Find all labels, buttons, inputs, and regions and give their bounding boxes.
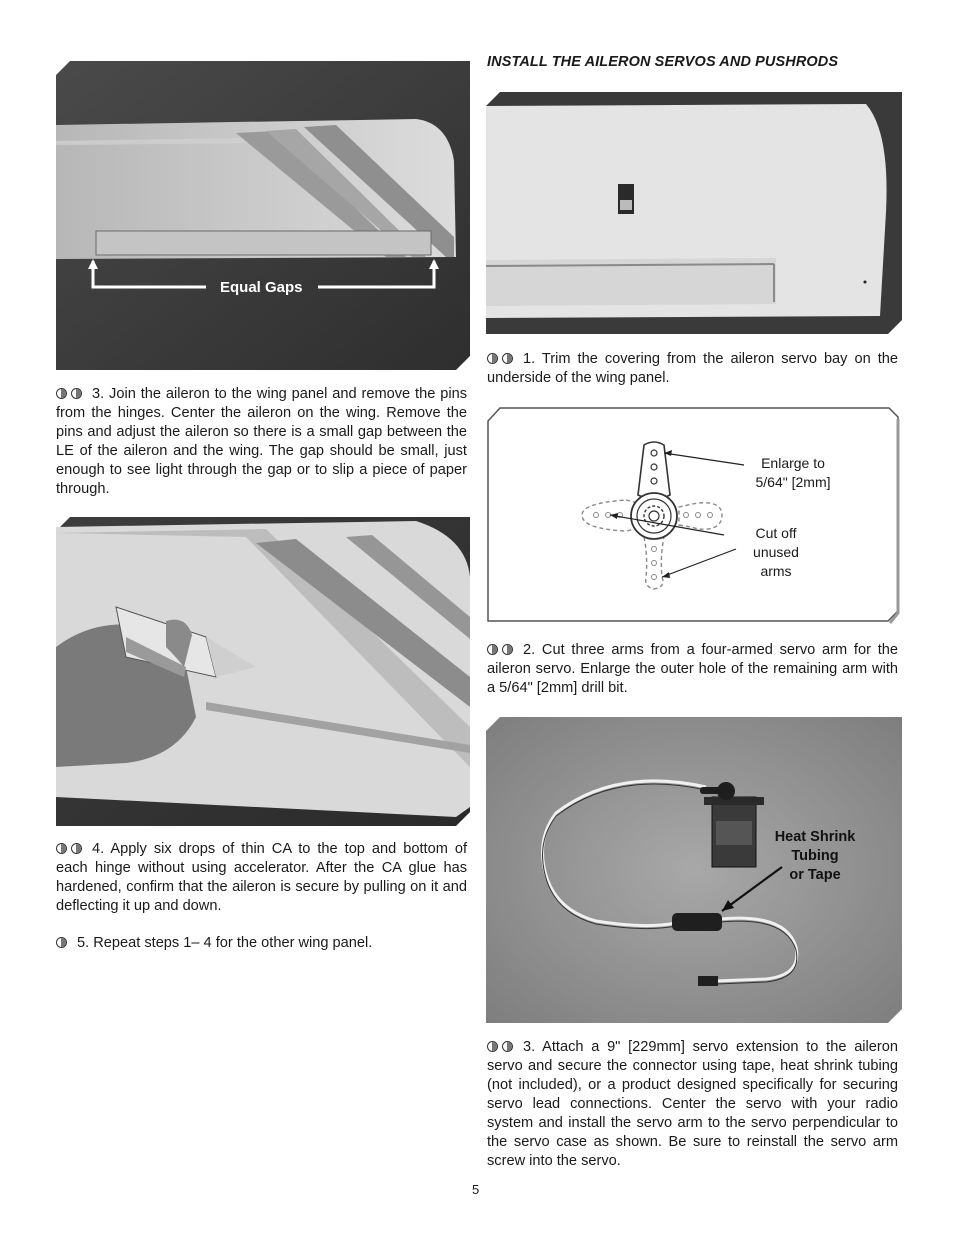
check-circle-icon[interactable]	[487, 644, 498, 655]
step-2-cut-arms	[487, 641, 898, 698]
check-circle-icon[interactable]	[502, 1041, 513, 1052]
checkboxes[interactable]	[56, 840, 86, 859]
check-circle-icon[interactable]	[502, 644, 513, 655]
label-cut-off	[736, 524, 816, 581]
label-cut-line1: Cut off	[755, 525, 797, 541]
photo-servo-bay	[486, 92, 902, 334]
page-number: 5	[472, 1182, 480, 1197]
check-circle-icon[interactable]	[56, 843, 67, 854]
label-cut-line2: unused	[753, 544, 799, 560]
check-circle-icon[interactable]	[56, 388, 67, 399]
checkboxes[interactable]	[487, 1038, 517, 1057]
step-4-apply-ca	[56, 840, 467, 916]
diagram-servo-arm	[486, 407, 902, 625]
photo-aileron-equal-gaps	[56, 61, 470, 370]
label-heat-shrink-line2: Tubing	[791, 848, 839, 864]
label-heat-shrink-line3: or Tape	[789, 867, 841, 883]
step-5-text: 5. Repeat steps 1– 4 for the other wing panel.	[77, 935, 373, 951]
checkboxes[interactable]	[487, 641, 517, 660]
label-cut-line3: arms	[760, 563, 792, 579]
step-3-attach-extension	[487, 1038, 898, 1171]
step-3-text: 3. Join the aileron to the wing panel and remove the pins from the hinges. Center the aileron on the wing. Remove the pins and adjust the aileron so there is a small gap between the LE of the aileron and the wing. The gap should be small, just enough to see light through the gap or to slip a piece of paper through.	[56, 386, 467, 497]
check-circle-icon[interactable]	[502, 353, 513, 364]
label-enlarge-line1: Enlarge to	[761, 455, 825, 471]
equal-gaps-label: Equal Gaps	[220, 279, 303, 296]
checkboxes[interactable]	[56, 385, 86, 404]
step-3-join-aileron	[56, 385, 467, 499]
photo-servo-extension	[486, 717, 902, 1023]
step-2-text: 2. Cut three arms from a four-armed servo arm for the aileron servo. Enlarge the outer hole of the remaining arm with a 5/64" [2mm] drill bit.	[487, 642, 898, 696]
check-circle-icon[interactable]	[487, 1041, 498, 1052]
step-1-text: 1. Trim the covering from the aileron servo bay on the underside of the wing panel.	[487, 351, 898, 386]
label-enlarge-line2: 5/64" [2mm]	[755, 474, 831, 490]
photo-apply-ca-glue	[56, 517, 470, 826]
step-5-repeat	[56, 934, 467, 953]
check-circle-icon[interactable]	[71, 388, 82, 399]
check-circle-icon[interactable]	[487, 353, 498, 364]
checkboxes[interactable]	[487, 350, 517, 369]
label-heat-shrink-line1: Heat Shrink	[774, 829, 856, 845]
check-circle-icon[interactable]	[56, 937, 67, 948]
step-1-trim-covering	[487, 350, 898, 388]
step-4-text: 4. Apply six drops of thin CA to the top and bottom of each hinge without using accelerator. After the CA glue has hardened, confirm that the aileron is secure by pulling on it and deflecting it up and down.	[56, 841, 467, 914]
step-3-right-text: 3. Attach a 9" [229mm] servo extension to the aileron servo and secure the connector using tape, heat shrink tubing (not included), or a product designed specifically for securing servo lead connections. Center the servo with your radio system and install the servo arm to the servo perpendicular to the servo case as shown. Be sure to reinstall the servo arm screw into the servo.	[487, 1039, 898, 1169]
check-circle-icon[interactable]	[71, 843, 82, 854]
checkboxes[interactable]	[56, 934, 71, 953]
label-enlarge	[738, 454, 848, 492]
label-heat-shrink	[758, 828, 872, 885]
section-heading: INSTALL THE AILERON SERVOS AND PUSHRODS	[487, 54, 839, 70]
